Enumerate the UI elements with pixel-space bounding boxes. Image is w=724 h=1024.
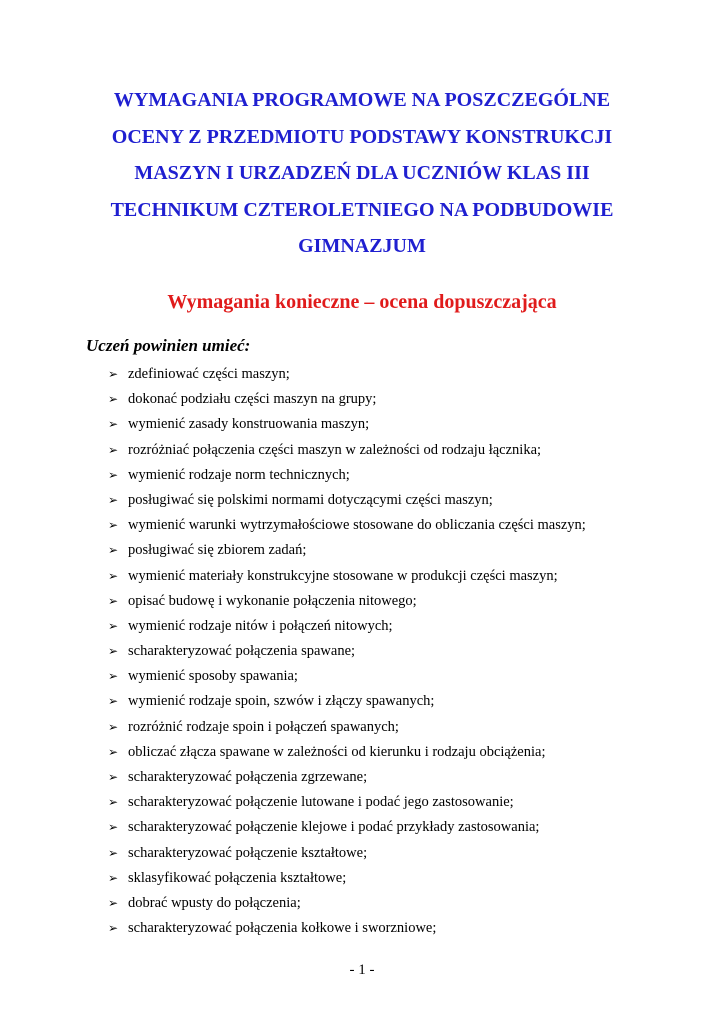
title-line-1: WYMAGANIA PROGRAMOWE NA POSZCZEGÓLNE [113,89,611,111]
list-item-text: posługiwać się polskimi normami dotyczącymi części maszyn; [128,491,493,508]
list-item-text: opisać budowę i wykonanie połączenia nitowego; [128,592,417,609]
list-item-text: wymienić rodzaje nitów i połączeń nitowych; [128,617,393,634]
list-item [108,387,586,412]
arrow-bullet-icon: ➢ [108,568,119,583]
arrow-bullet-icon: ➢ [108,618,119,633]
list-item [108,513,586,538]
list-item-text: rozróżnić rodzaje spoin i połączeń spawanych; [128,718,399,735]
arrow-bullet-icon: ➢ [108,845,119,860]
list-item [108,438,586,463]
arrow-bullet-icon: ➢ [108,492,119,507]
list-item-text: scharakteryzować połączenie klejowe i podać przykłady zastosowania; [128,819,540,836]
list-item-text: dobrać wpusty do połączenia; [128,894,301,911]
arrow-bullet-icon: ➢ [108,669,119,684]
list-item [108,790,586,815]
requirements-list [108,362,586,941]
list-item-text: wymienić rodzaje norm technicznych; [128,466,350,483]
list-item [108,815,586,840]
arrow-bullet-icon: ➢ [108,593,119,608]
title-line-5: GIMNAZJUM [298,235,426,257]
list-item-text: wymienić rodzaje spoin, szwów i złączy spawanych; [128,693,435,710]
list-item-text: wymienić zasady konstruowania maszyn; [128,416,370,433]
arrow-bullet-icon: ➢ [108,719,119,734]
arrow-bullet-icon: ➢ [108,921,119,936]
list-item-text: scharakteryzować połączenia spawane; [128,643,356,660]
arrow-bullet-icon: ➢ [108,870,119,885]
list-item-text: scharakteryzować połączenie kształtowe; [128,844,368,861]
list-item-text: sklasyfikować połączenia kształtowe; [128,869,347,886]
list-item [108,362,586,387]
list-item [108,614,586,639]
arrow-bullet-icon: ➢ [108,417,119,432]
arrow-bullet-icon: ➢ [108,467,119,482]
list-item-text: zdefiniować części maszyn; [128,366,290,382]
list-item-text: scharakteryzować połączenie lutowane i podać jego zastosowanie; [128,794,514,811]
arrow-bullet-icon: ➢ [108,744,119,759]
list-item-text: posługiwać się zbiorem zadań; [128,542,307,559]
list-item [108,639,586,664]
list-item-text: dokonać podziału części maszyn na grupy; [128,391,377,408]
list-item [108,463,586,488]
list-item-text: rozróżniać połączenia części maszyn w zależności od rodzaju łącznika; [128,441,542,458]
arrow-bullet-icon: ➢ [108,367,119,381]
list-item [108,765,586,790]
list-item [108,866,586,891]
list-item [108,589,586,614]
arrow-bullet-icon: ➢ [108,518,119,533]
arrow-bullet-icon: ➢ [108,392,119,407]
arrow-bullet-icon: ➢ [108,795,119,810]
list-item [108,564,586,589]
list-item-text: obliczać złącza spawane w zależności od kierunku i rodzaju obciążenia; [128,743,546,760]
arrow-bullet-icon: ➢ [108,770,119,784]
arrow-bullet-icon: ➢ [108,820,119,835]
arrow-bullet-icon: ➢ [108,895,119,910]
list-item-text: wymienić warunki wytrzymałościowe stosowane do obliczania części maszyn; [128,517,586,534]
list-item [108,715,586,740]
list-item [108,664,586,689]
title-line-4: TECHNIKUM CZTEROLETNIEGO NA PODBUDOWIE [110,198,614,221]
arrow-bullet-icon: ➢ [108,442,119,457]
title-line-3: MASZYN I URZADZEŃ DLA UCZNIÓW KLAS III [134,162,590,184]
list-item-text: wymienić sposoby spawania; [128,668,298,685]
list-item [108,538,586,563]
section-heading: Wymagania konieczne – ocena dopuszczająca [167,291,557,313]
list-item [108,841,586,866]
list-item [108,412,586,437]
list-item [108,488,586,513]
arrow-bullet-icon: ➢ [108,644,119,659]
list-item [108,916,586,941]
arrow-bullet-icon: ➢ [108,543,119,558]
list-item [108,689,586,714]
page-number: - 1 - [349,962,375,978]
list-item-text: scharakteryzować połączenia kołkowe i sworzniowe; [128,920,437,937]
list-item-text: wymienić materiały konstrukcyjne stosowane w produkcji części maszyn; [128,567,558,584]
list-item-text: scharakteryzować połączenia zgrzewane; [128,769,368,785]
list-item [108,891,586,916]
list-item [108,740,586,765]
arrow-bullet-icon: ➢ [108,694,119,709]
document-title [60,82,664,265]
title-line-2: OCENY Z PRZEDMIOTU PODSTAWY KONSTRUKCJI [111,125,613,148]
intro-text: Uczeń powinien umieć: [86,336,251,355]
